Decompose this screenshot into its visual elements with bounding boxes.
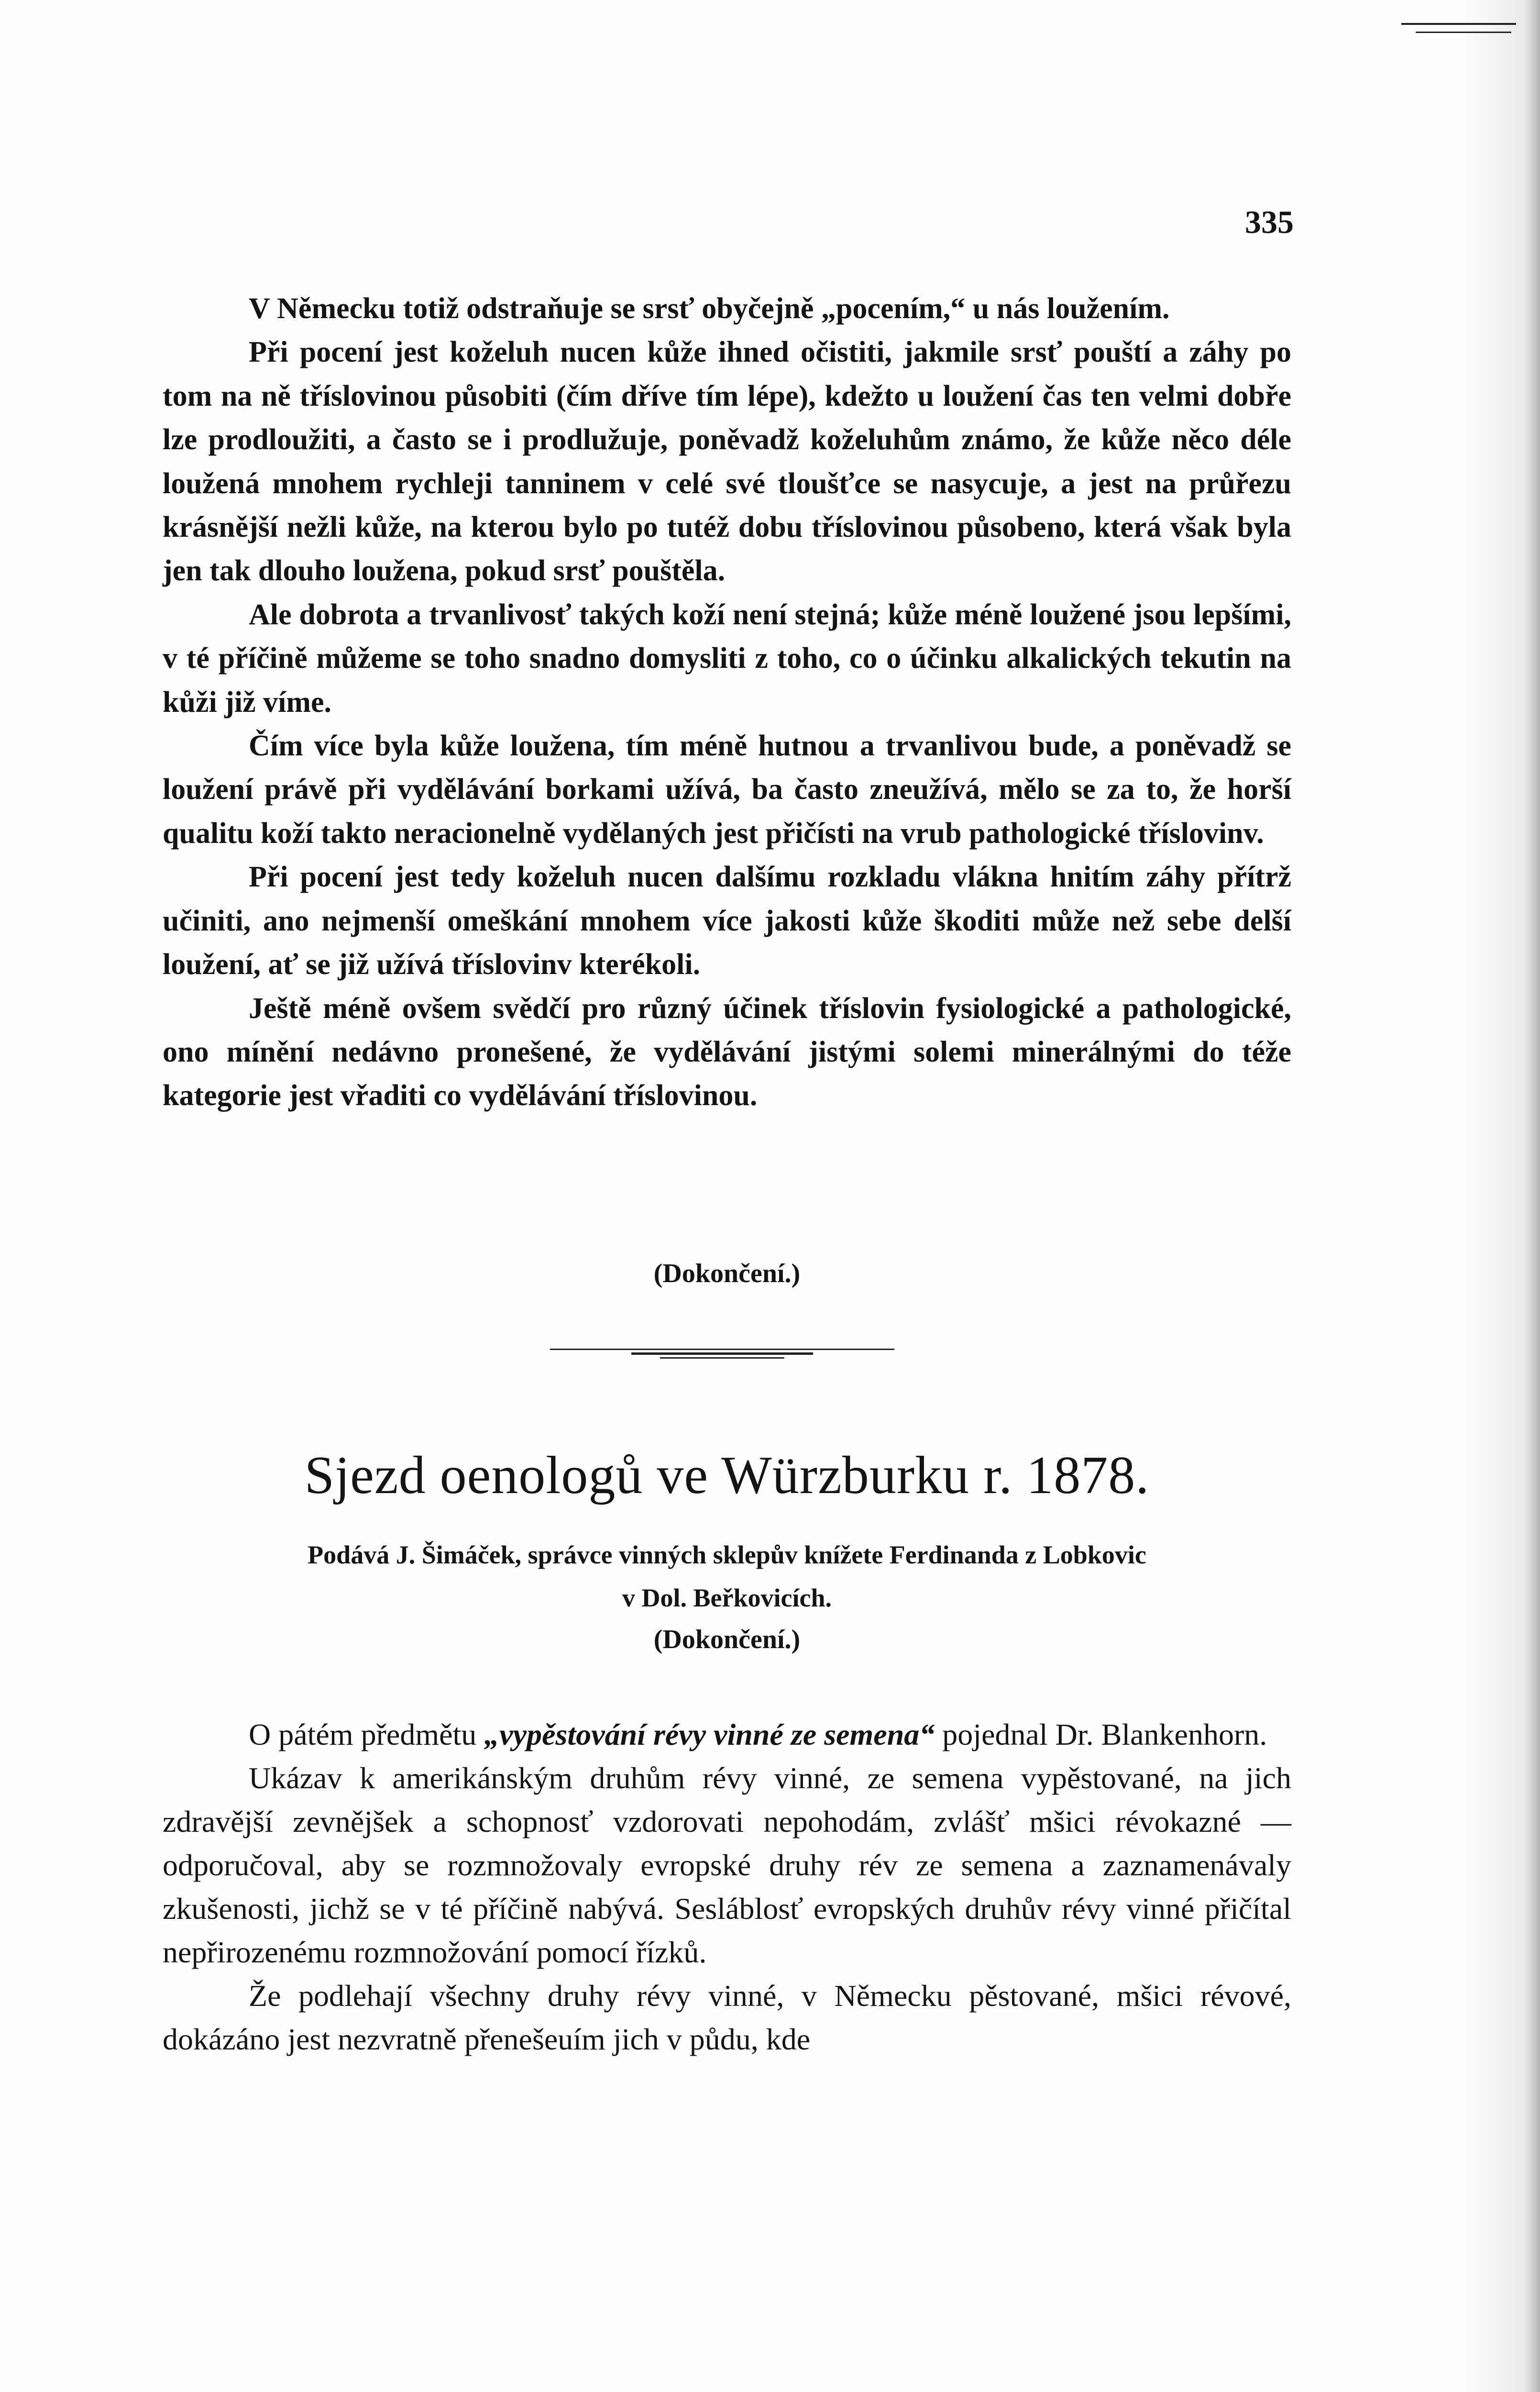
section1-text	[163, 287, 1291, 1118]
paragraph: Čím více byla kůže loužena, tím méně hutnou a trvanlivou bude, a poněvadž se loužení právě při vydělávání borkami užívá, ba často zneužívá, mělo se za to, že horší qualitu koží takto neracionelně vydělaných jest přičísti na vrub pathologické tříslovinv.	[163, 730, 1291, 850]
byline-line: Podává J. Šimáček, správce vinných sklepův knížete Ferdinanda z Lobkovic	[308, 1540, 1146, 1569]
paragraph: Při pocení jest tedy koželuh nucen dalšímu rozkladu vlákna hnitím záhy přítrž učiniti, ano nejmenší omeškání mnohem více jakosti kůže škoditi může než sebe delší loužení, ať se již užívá tříslovinv kterékoli.	[163, 861, 1291, 981]
paragraph: Že podlehají všechny druhy révy vinné, v Německu pěstované, mšici révové, dokázáno jest nezvratně přenešeuím jich v půdu, kde	[163, 1979, 1291, 2056]
section-divider	[550, 1347, 894, 1361]
edge-rule-mark	[1416, 32, 1511, 33]
byline-line: v Dol. Beřkovicích.	[622, 1584, 832, 1612]
italic-run: „vypěstování révy vinné ze semena“	[484, 1717, 935, 1751]
paragraph: Při pocení jest koželuh nucen kůže ihned očistiti, jakmile srsť pouští a záhy po tom na ně tříslovinou působiti (čím dříve tím lépe), kdežto u loužení čas ten velmi dobře lze prodloužiti, a často se i prodlužuje, poněvadž koželuhům známo, že kůže něco déle loužená mnohem rychleji tanninem v celé své tloušťce se nasycuje, a jest na průřezu krásnější nežli kůže, na kterou bylo po tutéž dobu tříslovinou působeno, která však byla jen tak dlouho loužena, pokud srsť pouštěla.	[163, 336, 1291, 587]
paragraph: Ještě méně ovšem svědčí pro různý účinek tříslovin fysiologické a pathologické, ono mínění nedávno pronešené, že vydělávání jistými solemi minerálnými do téže kategorie jest vřaditi co vydělávání tříslovinou.	[163, 992, 1291, 1112]
paragraph: Ukázav k amerikánským druhům révy vinné, ze semena vypěstované, na jich zdravější zevnějšek a schopnosť vzdorovati nepohodám, zvlášť mšici révokazné — odporučoval, aby se rozmnožovaly evropské druhy rév ze semena a zaznamenávaly zkušenosti, jichž se v té příčině nabývá. Sesláblosť evropských druhův révy vinné přičítal nepřirozenému rozmnožování pomocí řízků.	[163, 1761, 1291, 1969]
article-byline	[163, 1533, 1291, 1619]
paragraph	[163, 1713, 1291, 1756]
article-title: Sjezd oenologů ve Würzburku r. 1878.	[304, 1446, 1150, 1505]
continuation-note: (Dokončení.)	[653, 1259, 801, 1288]
text-run: pojednal Dr. Blankenhorn.	[935, 1717, 1267, 1751]
page-edge-shadow	[1463, 0, 1540, 2392]
paragraph: Ale dobrota a trvanlivosť takých koží není stejná; kůže méně loužené jsou lepšími, v té příčině můžeme se toho snadno domysliti z toho, co o účinku alkalických tekutin na kůži již víme.	[163, 598, 1291, 719]
edge-rule-mark	[1401, 23, 1516, 25]
text-run: O pátém předmětu	[249, 1717, 484, 1751]
article-text	[163, 1713, 1291, 2061]
continuation-note: (Dokončení.)	[653, 1625, 801, 1654]
paragraph: V Německu totiž odstraňuje se srsť obyčejně „pocením,“ u nás loužením.	[249, 292, 1170, 325]
page-number: 335	[1245, 204, 1294, 240]
